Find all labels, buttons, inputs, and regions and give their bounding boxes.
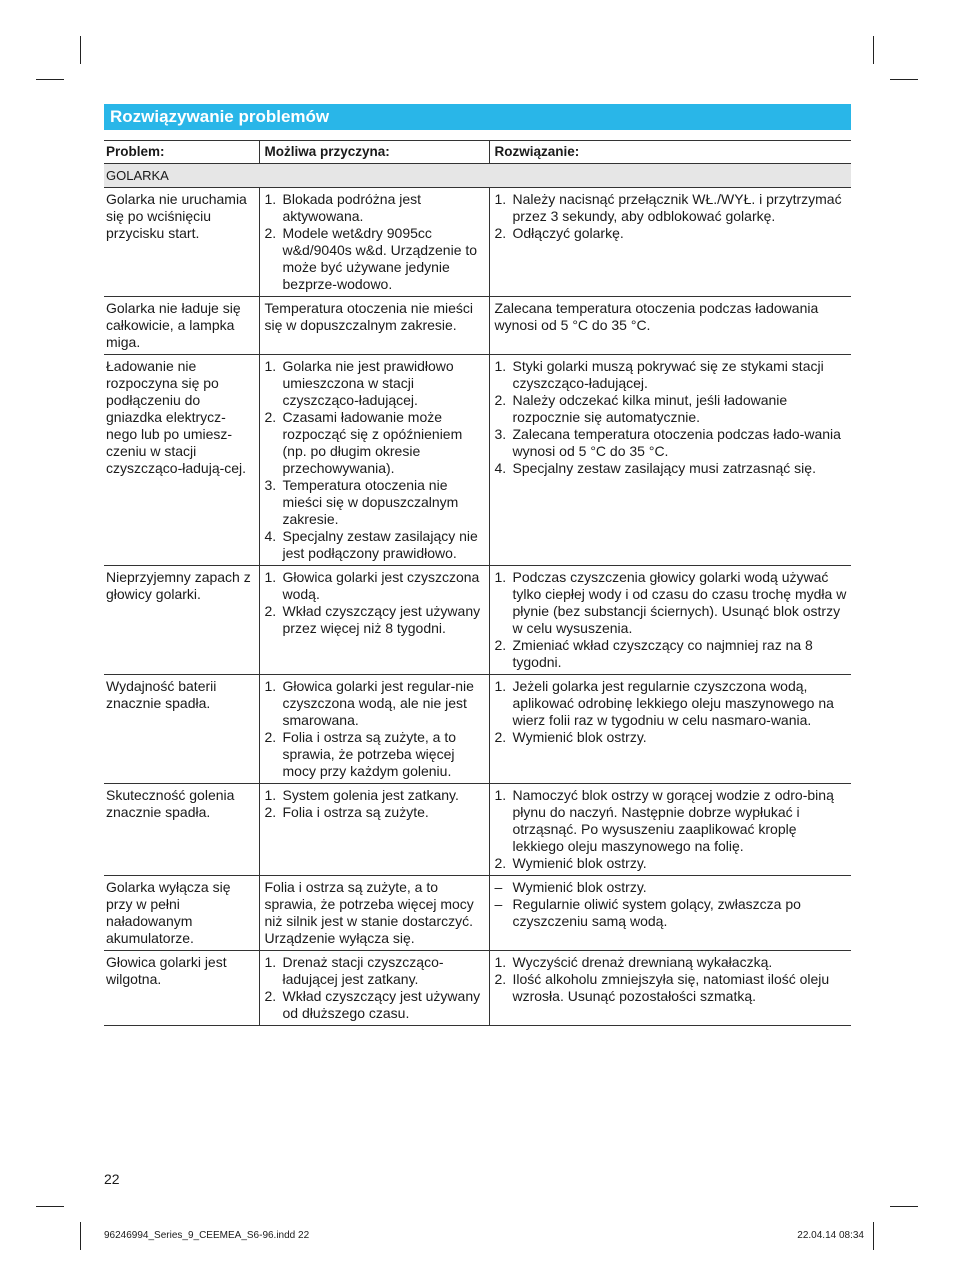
problem-cell: Golarka nie uruchamia się po wciśnięciu przycisku start. bbox=[104, 188, 259, 297]
list-item-text: Odłączyć golarkę. bbox=[512, 225, 624, 241]
numbered-list bbox=[265, 678, 487, 780]
numbered-list bbox=[265, 787, 487, 821]
list-marker: 2. bbox=[264, 603, 277, 619]
list-item-text: Modele wet&dry 9095cc w&d/9040s w&d. Urządzenie to może być używane jedynie bezprze-wodowo. bbox=[282, 225, 478, 292]
footer-file: 96246994_Series_9_CEEMEA_S6-96.indd 22 bbox=[104, 1230, 310, 1241]
list-item bbox=[495, 729, 850, 746]
numbered-list bbox=[495, 358, 850, 477]
numbered-list bbox=[495, 787, 850, 872]
list-item-text: Wkład czyszczący jest używany od dłuższego czasu. bbox=[282, 988, 481, 1021]
list-marker: 1. bbox=[494, 358, 507, 374]
numbered-list bbox=[495, 954, 850, 1005]
cause-cell bbox=[259, 188, 489, 297]
solution-cell bbox=[489, 876, 851, 951]
list-marker: 4. bbox=[264, 528, 277, 544]
list-marker: 2. bbox=[494, 971, 507, 987]
list-item bbox=[495, 392, 850, 426]
section-title: Rozwiązywanie problemów bbox=[104, 104, 851, 130]
cause-cell bbox=[259, 297, 489, 355]
list-marker: 2. bbox=[494, 225, 507, 241]
list-item bbox=[265, 358, 487, 409]
list-item bbox=[265, 477, 487, 528]
list-item bbox=[495, 787, 850, 855]
list-item bbox=[495, 637, 850, 671]
solution-cell bbox=[489, 297, 851, 355]
list-marker: 3. bbox=[264, 477, 277, 493]
list-marker: 2. bbox=[494, 729, 507, 745]
list-marker: 2. bbox=[264, 225, 277, 241]
list-marker: 2. bbox=[264, 804, 277, 820]
column-header-problem: Problem: bbox=[104, 141, 259, 164]
list-marker: 4. bbox=[494, 460, 507, 476]
cell-text: Temperatura otoczenia nie mieści się w dopuszczalnym zakresie. bbox=[264, 300, 474, 333]
section-row bbox=[104, 164, 851, 188]
list-item-text: Blokada podróżna jest aktywowana. bbox=[282, 191, 422, 224]
numbered-list bbox=[265, 358, 487, 562]
solution-cell bbox=[489, 566, 851, 675]
troubleshooting-table bbox=[104, 140, 851, 1026]
list-marker: 1. bbox=[264, 787, 277, 803]
list-item-text: Wymienić blok ostrzy. bbox=[512, 729, 647, 745]
list-marker: 1. bbox=[264, 954, 277, 970]
numbered-list bbox=[495, 191, 850, 242]
list-item-text: Należy nacisnąć przełącznik WŁ./WYŁ. i przytrzymać przez 3 sekundy, aby odblokować golarkę. bbox=[512, 191, 842, 224]
problem-cell: Głowica golarki jest wilgotna. bbox=[104, 951, 259, 1026]
page-number: 22 bbox=[104, 1171, 120, 1187]
list-marker: – bbox=[494, 879, 503, 895]
cause-cell bbox=[259, 784, 489, 876]
list-item-text: Folia i ostrza są zużyte. bbox=[282, 804, 429, 820]
list-item-text: Zmieniać wkład czyszczący co najmniej raz na 8 tygodni. bbox=[512, 637, 813, 670]
list-marker: 2. bbox=[494, 637, 507, 653]
list-item bbox=[495, 225, 850, 242]
list-item-text: Temperatura otoczenia nie mieści się w dopuszczalnym zakresie. bbox=[282, 477, 459, 527]
list-item-text: Regularnie oliwić system golący, zwłaszcza po czyszczeniu samą wodą. bbox=[512, 896, 801, 929]
list-marker: – bbox=[494, 896, 503, 912]
crop-mark bbox=[80, 1222, 81, 1250]
list-item-text: Namoczyć blok ostrzy w gorącej wodzie z odro-biną płynu do naczyń. Następnie dobrze wypłukać i otrząsnąć. Po wysuszeniu zaaplikować kroplę lekkiego oleju maszynowego na folię. bbox=[512, 787, 834, 854]
list-marker: 2. bbox=[494, 392, 507, 408]
list-marker: 1. bbox=[494, 787, 507, 803]
cause-cell bbox=[259, 951, 489, 1026]
problem-cell: Nieprzyjemny zapach z głowicy golarki. bbox=[104, 566, 259, 675]
list-marker: 1. bbox=[494, 191, 507, 207]
problem-cell: Golarka wyłącza się przy w pełni naładowanym akumulatorze. bbox=[104, 876, 259, 951]
list-marker: 2. bbox=[264, 988, 277, 1004]
list-item bbox=[265, 225, 487, 293]
solution-cell bbox=[489, 355, 851, 566]
list-marker: 1. bbox=[494, 569, 507, 585]
table-row bbox=[104, 951, 851, 1026]
list-item bbox=[265, 804, 487, 821]
numbered-list bbox=[495, 569, 850, 671]
list-item-text: Należy odczekać kilka minut, jeśli ładowanie rozpocznie się automatycznie. bbox=[512, 392, 788, 425]
numbered-list bbox=[265, 191, 487, 293]
list-marker: 2. bbox=[494, 855, 507, 871]
list-item-text: Podczas czyszczenia głowicy golarki wodą używać tylko ciepłej wody i od czasu do czasu trochę mydła w płynie (bez substancji ściernych). Usunąć blok ostrzy w celu wysuszenia. bbox=[512, 569, 847, 636]
list-marker: 1. bbox=[264, 569, 277, 585]
table-row bbox=[104, 188, 851, 297]
problem-cell: Wydajność baterii znacznie spadła. bbox=[104, 675, 259, 784]
list-item bbox=[265, 569, 487, 603]
crop-mark bbox=[36, 1206, 64, 1207]
list-item-text: Wymienić blok ostrzy. bbox=[512, 855, 647, 871]
table-row bbox=[104, 297, 851, 355]
list-item bbox=[265, 954, 487, 988]
list-item bbox=[495, 954, 850, 971]
table-header-row bbox=[104, 141, 851, 164]
column-header-solution: Rozwiązanie: bbox=[489, 141, 851, 164]
list-item-text: Jeżeli golarka jest regularnie czyszczona wodą, aplikować odrobinę lekkiego oleju maszynowego na wierz folii raz w tygodniu w celu nasmaro-wania. bbox=[512, 678, 834, 728]
table-row bbox=[104, 784, 851, 876]
list-item-text: Folia i ostrza są zużyte, a to sprawia, że potrzeba więcej mocy przy każdym goleniu. bbox=[282, 729, 457, 779]
list-item-text: Zalecana temperatura otoczenia podczas łado-wania wynosi od 5 °C do 35 °C. bbox=[512, 426, 841, 459]
cell-text: Zalecana temperatura otoczenia podczas ładowania wynosi od 5 °C do 35 °C. bbox=[494, 300, 819, 333]
list-item bbox=[495, 569, 850, 637]
list-marker: 3. bbox=[494, 426, 507, 442]
list-item bbox=[495, 879, 850, 896]
cell-text: Folia i ostrza są zużyte, a to sprawia, że potrzeba więcej mocy niż silnik jest w stanie dostarczyć. Urządzenie wyłącza się. bbox=[264, 879, 474, 946]
list-item bbox=[495, 678, 850, 729]
list-marker: 1. bbox=[494, 678, 507, 694]
list-marker: 1. bbox=[264, 358, 277, 374]
cause-cell bbox=[259, 675, 489, 784]
crop-mark bbox=[873, 36, 874, 64]
solution-cell bbox=[489, 784, 851, 876]
solution-cell bbox=[489, 188, 851, 297]
list-item bbox=[265, 678, 487, 729]
crop-mark bbox=[890, 1206, 918, 1207]
list-item-text: System golenia jest zatkany. bbox=[282, 787, 459, 803]
list-item-text: Golarka nie jest prawidłowo umieszczona w stacji czyszcząco-ładującej. bbox=[282, 358, 454, 408]
numbered-list bbox=[265, 954, 487, 1022]
footer-date: 22.04.14 08:34 bbox=[797, 1230, 864, 1241]
list-item-text: Drenaż stacji czyszcząco-ładującej jest zatkany. bbox=[282, 954, 444, 987]
list-item bbox=[265, 191, 487, 225]
cause-cell bbox=[259, 355, 489, 566]
list-item bbox=[495, 855, 850, 872]
cause-cell bbox=[259, 566, 489, 675]
list-item bbox=[265, 988, 487, 1022]
list-item bbox=[265, 787, 487, 804]
list-item-text: Styki golarki muszą pokrywać się ze stykami stacji czyszcząco-ładującej. bbox=[512, 358, 824, 391]
list-item bbox=[495, 191, 850, 225]
list-item bbox=[265, 528, 487, 562]
list-item-text: Specjalny zestaw zasilający nie jest podłączony prawidłowo. bbox=[282, 528, 478, 561]
solution-cell bbox=[489, 951, 851, 1026]
list-item bbox=[495, 971, 850, 1005]
section-label: GOLARKA bbox=[104, 164, 851, 188]
crop-mark bbox=[36, 79, 64, 80]
list-item bbox=[495, 460, 850, 477]
list-item bbox=[495, 426, 850, 460]
list-item bbox=[265, 603, 487, 637]
numbered-list bbox=[495, 678, 850, 746]
list-item-text: Czasami ładowanie może rozpocząć się z opóźnieniem (np. po długim okresie przechowywania). bbox=[282, 409, 463, 476]
crop-mark bbox=[80, 36, 81, 64]
list-item-text: Wymienić blok ostrzy. bbox=[512, 879, 647, 895]
list-item-text: Ilość alkoholu zmniejszyła się, natomiast ilość oleju wzrosła. Usunąć pozostałości szmatką. bbox=[512, 971, 830, 1004]
list-marker: 1. bbox=[264, 191, 277, 207]
column-header-cause: Możliwa przyczyna: bbox=[259, 141, 489, 164]
table-row bbox=[104, 675, 851, 784]
list-item bbox=[495, 358, 850, 392]
list-marker: 1. bbox=[264, 678, 277, 694]
table-row bbox=[104, 355, 851, 566]
list-item-text: Głowica golarki jest czyszczona wodą. bbox=[282, 569, 480, 602]
list-item-text: Specjalny zestaw zasilający musi zatrzasnąć się. bbox=[512, 460, 816, 476]
list-item-text: Wyczyścić drenaż drewnianą wykałaczką. bbox=[512, 954, 773, 970]
cause-cell bbox=[259, 876, 489, 951]
list-item bbox=[495, 896, 850, 930]
problem-cell: Golarka nie ładuje się całkowicie, a lampka miga. bbox=[104, 297, 259, 355]
table-row bbox=[104, 566, 851, 675]
solution-cell bbox=[489, 675, 851, 784]
numbered-list bbox=[265, 569, 487, 637]
list-item bbox=[265, 729, 487, 780]
list-marker: 1. bbox=[494, 954, 507, 970]
list-marker: 2. bbox=[264, 409, 277, 425]
dash-list bbox=[495, 879, 850, 930]
list-item-text: Głowica golarki jest regular-nie czyszczona wodą, ale nie jest smarowana. bbox=[282, 678, 474, 728]
list-item bbox=[265, 409, 487, 477]
list-item-text: Wkład czyszczący jest używany przez więcej niż 8 tygodni. bbox=[282, 603, 481, 636]
table-row bbox=[104, 876, 851, 951]
problem-cell: Ładowanie nie rozpoczyna się po podłączeniu do gniazdka elektrycz-nego lub po umiesz-czeniu w stacji czyszcząco-ładują-cej. bbox=[104, 355, 259, 566]
problem-cell: Skuteczność golenia znacznie spadła. bbox=[104, 784, 259, 876]
crop-mark bbox=[873, 1222, 874, 1250]
list-marker: 2. bbox=[264, 729, 277, 745]
crop-mark bbox=[890, 79, 918, 80]
